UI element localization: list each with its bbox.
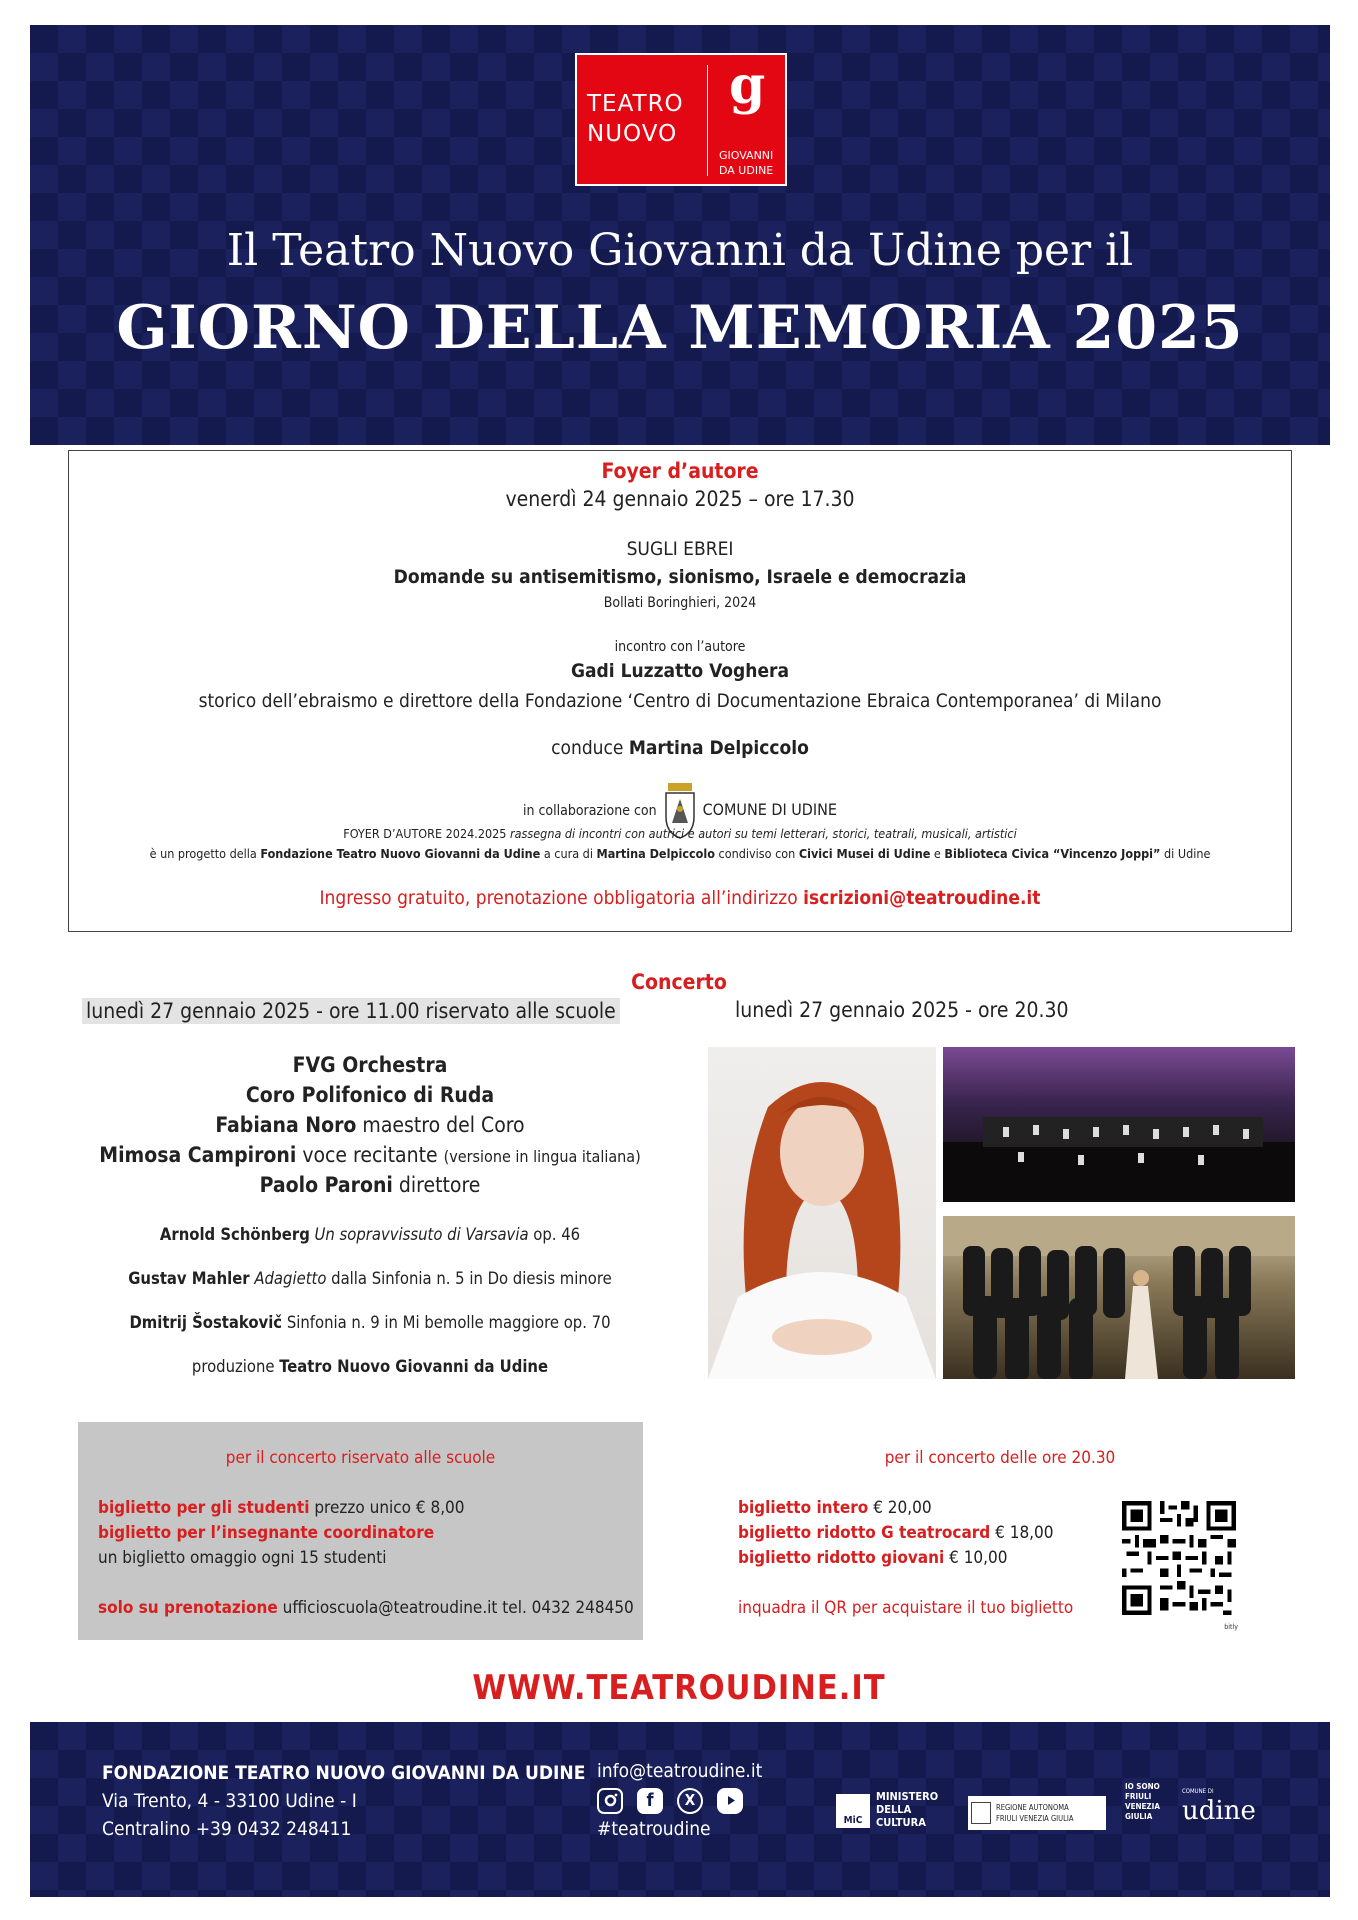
evening-tickets-heading: per il concerto delle ore 20.30 xyxy=(884,1448,1116,1468)
production-line: produzione Teatro Nuovo Giovanni da Udine xyxy=(191,1357,549,1376)
ticket-qr-code[interactable] xyxy=(1118,1497,1240,1631)
footer-email[interactable]: info@teatroudine.it xyxy=(597,1760,763,1782)
foyer-heading: Foyer d’autore xyxy=(601,459,759,483)
qr-bitly-tag: bitly xyxy=(1224,1623,1238,1631)
header-banner xyxy=(30,25,1330,445)
author-name: Gadi Luzzatto Voghera xyxy=(570,660,790,682)
ministero-cultura-logo: MiC MINISTERO DELLA CULTURA xyxy=(836,1790,956,1830)
entry-line: Ingresso gratuito, prenotazione obbligatoria all’indirizzo iscrizioni@teatroudine.it xyxy=(319,887,1041,909)
series-line: FOYER D’AUTORE 2024.2025 rassegna di incontri con autrici e autori su temi letterari, storici, teatrali, musicali, artistici xyxy=(343,826,1017,841)
entry-email-link[interactable]: iscrizioni@teatroudine.it xyxy=(803,887,1041,909)
youtube-icon[interactable] xyxy=(717,1788,743,1814)
choir-master-line: Fabiana Noro maestro del Coro xyxy=(215,1113,525,1137)
footer-org-name: FONDAZIONE TEATRO NUOVO GIOVANNI DA UDINE xyxy=(102,1762,586,1784)
narrator-portrait-photo xyxy=(708,1047,936,1379)
student-ticket-line: biglietto per gli studenti prezzo unico € 8,00 xyxy=(98,1498,465,1518)
school-booking-line: solo su prenotazione ufficioscuola@teatroudine.it tel. 0432 248450 xyxy=(98,1598,634,1618)
website-link[interactable]: WWW.TEATROUDINE.IT xyxy=(472,1668,886,1708)
page-title: GIORNO DELLA MEMORIA 2025 xyxy=(116,293,1244,363)
teacher-ticket-label: biglietto per l’insegnante coordinatore xyxy=(98,1523,435,1543)
host-name: Martina Delpiccolo xyxy=(628,737,809,759)
footer-phone: Centralino +39 0432 248411 xyxy=(102,1818,352,1840)
regione-fvg-logo: REGIONE AUTONOMA FRIULI VENEZIA GIULIA xyxy=(968,1796,1106,1830)
conductor-line: Paolo Paroni direttore xyxy=(259,1173,481,1197)
facebook-icon[interactable]: f xyxy=(637,1788,663,1814)
instagram-icon[interactable] xyxy=(597,1788,623,1814)
school-tickets-box xyxy=(78,1422,643,1640)
teacher-ticket-note: un biglietto omaggio ogni 15 studenti xyxy=(98,1548,387,1568)
footer-hashtag: #teatroudine xyxy=(597,1818,711,1840)
logo-sub-da-udine: DA UDINE xyxy=(719,164,774,177)
foyer-event-box xyxy=(68,450,1292,932)
comune-name: COMUNE DI UDINE xyxy=(702,800,837,819)
qr-instruction: inquadra il QR per acquistare il tuo biglietto xyxy=(738,1598,1074,1618)
choir-name: Coro Polifonico di Ruda xyxy=(245,1083,495,1107)
foyer-date: venerdì 24 gennaio 2025 – ore 17.30 xyxy=(505,487,855,511)
orchestra-name: FVG Orchestra xyxy=(292,1053,448,1077)
school-booking-email[interactable]: ufficioscuola@teatroudine.it xyxy=(282,1598,498,1618)
card-ticket-line: biglietto ridotto G teatrocard € 18,00 xyxy=(738,1523,1054,1543)
comune-udine-logo: COMUNE DI udine xyxy=(1182,1788,1256,1826)
meeting-label: incontro con l’autore xyxy=(614,639,746,655)
project-line: è un progetto della Fondazione Teatro Nuovo Giovanni da Udine a cura di Martina Delpiccolo condiviso con Civici Musei di Udine e Biblioteca Civica “Vincenzo Joppi” di Udine xyxy=(149,846,1211,861)
logo-sub-giovanni: GIOVANNI xyxy=(719,149,774,162)
book-subtitle: Domande su antisemitismo, sionismo, Israele e democrazia xyxy=(393,566,967,588)
program-piece-2: Gustav Mahler Adagietto dalla Sinfonia n. 5 in Do diesis minore xyxy=(128,1269,612,1288)
mic-logo-tag: MiC xyxy=(836,1794,870,1828)
author-description: storico dell’ebraismo e direttore della Fondazione ‘Centro di Documentazione Ebraica Contemporanea’ di Milano xyxy=(198,690,1162,712)
evening-concert-date: lunedì 27 gennaio 2025 - ore 20.30 xyxy=(735,998,1069,1022)
footer-banner xyxy=(30,1722,1330,1897)
full-ticket-line: biglietto intero € 20,00 xyxy=(738,1498,932,1518)
program-piece-1: Arnold Schönberg Un sopravvissuto di Varsavia op. 46 xyxy=(159,1225,581,1244)
x-twitter-icon[interactable]: X xyxy=(677,1788,703,1814)
program-piece-3: Dmitrij Šostakovič Sinfonia n. 9 in Mi bemolle maggiore op. 70 xyxy=(129,1313,611,1332)
school-concert-date: lunedì 27 gennaio 2025 - ore 11.00 riservato alle scuole xyxy=(82,998,620,1024)
host-line: conduce Martina Delpiccolo xyxy=(551,737,809,759)
header-subtitle: Il Teatro Nuovo Giovanni da Udine per il xyxy=(226,225,1134,276)
logo-word-teatro: TEATRO xyxy=(587,91,684,117)
young-ticket-line: biglietto ridotto giovani € 10,00 xyxy=(738,1548,1008,1568)
logo-g-mark: g xyxy=(729,55,766,116)
logo-word-nuovo: NUOVO xyxy=(587,121,678,147)
teatro-nuovo-logo[interactable] xyxy=(575,53,787,186)
school-tickets-heading: per il concerto riservato alle scuole xyxy=(225,1448,496,1468)
io-sono-fvg-logo: IO SONO FRIULI VENEZIA GIULIA xyxy=(1125,1782,1160,1821)
orchestra-photo xyxy=(943,1047,1295,1202)
regione-eagle-icon xyxy=(971,1802,991,1824)
concert-heading: Concerto xyxy=(631,970,727,994)
book-title: SUGLI EBREI xyxy=(626,538,734,560)
footer-address: Via Trento, 4 - 33100 Udine - I xyxy=(102,1790,357,1812)
narrator-line: Mimosa Campironi voce recitante (versione in lingua italiana) xyxy=(99,1143,641,1167)
collaboration-line: in collaborazione con COMUNE DI UDINE xyxy=(69,783,1291,839)
choir-photo xyxy=(943,1216,1295,1379)
book-publisher: Bollati Boringhieri, 2024 xyxy=(603,595,757,611)
